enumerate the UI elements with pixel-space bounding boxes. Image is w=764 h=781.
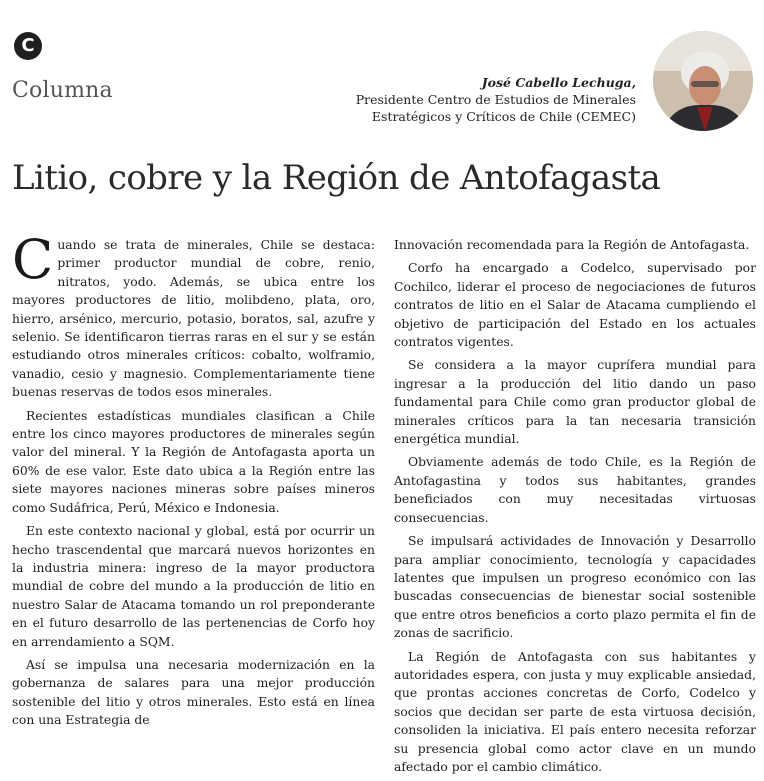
paragraph: Se considera a la mayor cuprífera mundial para ingresar a la producción del litio dando un paso fundamental para Chile como gran productor global de minerales críticos para la tan necesaria transición energética mundial. bbox=[394, 358, 756, 447]
headline: Litio, cobre y la Región de Antofagasta bbox=[12, 158, 661, 198]
paragraph: Cuando se trata de minerales, Chile se destaca: primer productor mundial de cobre, renio, nitratos, yodo. Además, se ubica entre los mayores productores de litio, molibdeno, plata, oro, hierro, arsénico, mercurio, potasio, boratos, sal, azufre y selenio. Se identificaron tierras raras en el sur y se están estudiando otros minerales críticos: cobalto, wolframio, vanadio, cesio y magnesio. Complementariamente tiene buenas reservas de todos esos minerales. bbox=[12, 228, 375, 400]
author-role-line1: Presidente Centro de Estudios de Minerales bbox=[355, 92, 636, 107]
author-name: José Cabello Lechuga, bbox=[481, 75, 636, 90]
author-role-line2: Estratégicos y Críticos de Chile (CEMEC) bbox=[371, 109, 636, 124]
author-photo bbox=[653, 31, 753, 131]
drop-cap: C bbox=[12, 228, 54, 291]
article-column-right bbox=[394, 236, 756, 781]
paragraph: La Región de Antofagasta con sus habitantes y autoridades espera, con justa y muy explicable ansiedad, que prontas acciones concretas de Corfo, Codelco y socios que decidan ser parte de esta virtuosa decisión, consoliden la iniciativa. El país entero necesita reforzar su presencia global como actor clave en un mundo afectado por el cambio climático. bbox=[394, 649, 756, 774]
paragraph: En este contexto nacional y global, está por ocurrir un hecho trascendental que marcará nuevos horizontes en la industria minera: ingreso de la mayor productora mundial de cobre del mundo a la producción de litio en nuestro Salar de Atacama tomando un rol preponderante en el futuro desarrollo de las pertenencias de Corfo hoy en arrendamiento a SQM. bbox=[12, 524, 375, 649]
paragraph: Así se impulsa una necesaria modernización en la gobernanza de salares para una mejor producción sostenible del litio y otros minerales. Esto está en línea con una Estrategia de bbox=[12, 657, 375, 728]
paragraph: Obviamente además de todo Chile, es la Región de Antofagastina y todos sus habitantes, grandes beneficiados con muy necesitadas virtuosas consecuencias. bbox=[394, 455, 756, 525]
section-label: Columna bbox=[12, 78, 113, 103]
article-column-left bbox=[12, 228, 375, 735]
paragraph: Recientes estadísticas mundiales clasifican a Chile entre los cinco mayores productores de minerales según valor del mineral. Y la Región de Antofagasta aporta un 60% de ese valor. Este dato ubica a la Región entre las siete mayores naciones mineras sobre países mineros como Sudáfrica, Perú, México e Indonesia. bbox=[12, 408, 375, 515]
paragraph: Innovación recomendada para la Región de Antofagasta. bbox=[394, 238, 750, 252]
section-badge: C bbox=[14, 32, 42, 60]
paragraph: Se impulsará actividades de Innovación y Desarrollo para ampliar conocimiento, tecnología y capacidades latentes que impulsen un progreso económico con las buscadas consecuencias de bienestar social sostenible que entre otros beneficios a corto plazo permita el fin de zonas de sacrificio. bbox=[394, 534, 756, 641]
author-portrait-icon bbox=[653, 31, 753, 131]
paragraph: Corfo ha encargado a Codelco, supervisado por Cochilco, liderar el proceso de negociaciones de futuros contratos de litio en el Salar de Atacama cumpliendo el objetivo de participación del Estado en los actuales contratos vigentes. bbox=[394, 261, 756, 350]
author-byline bbox=[356, 74, 636, 125]
